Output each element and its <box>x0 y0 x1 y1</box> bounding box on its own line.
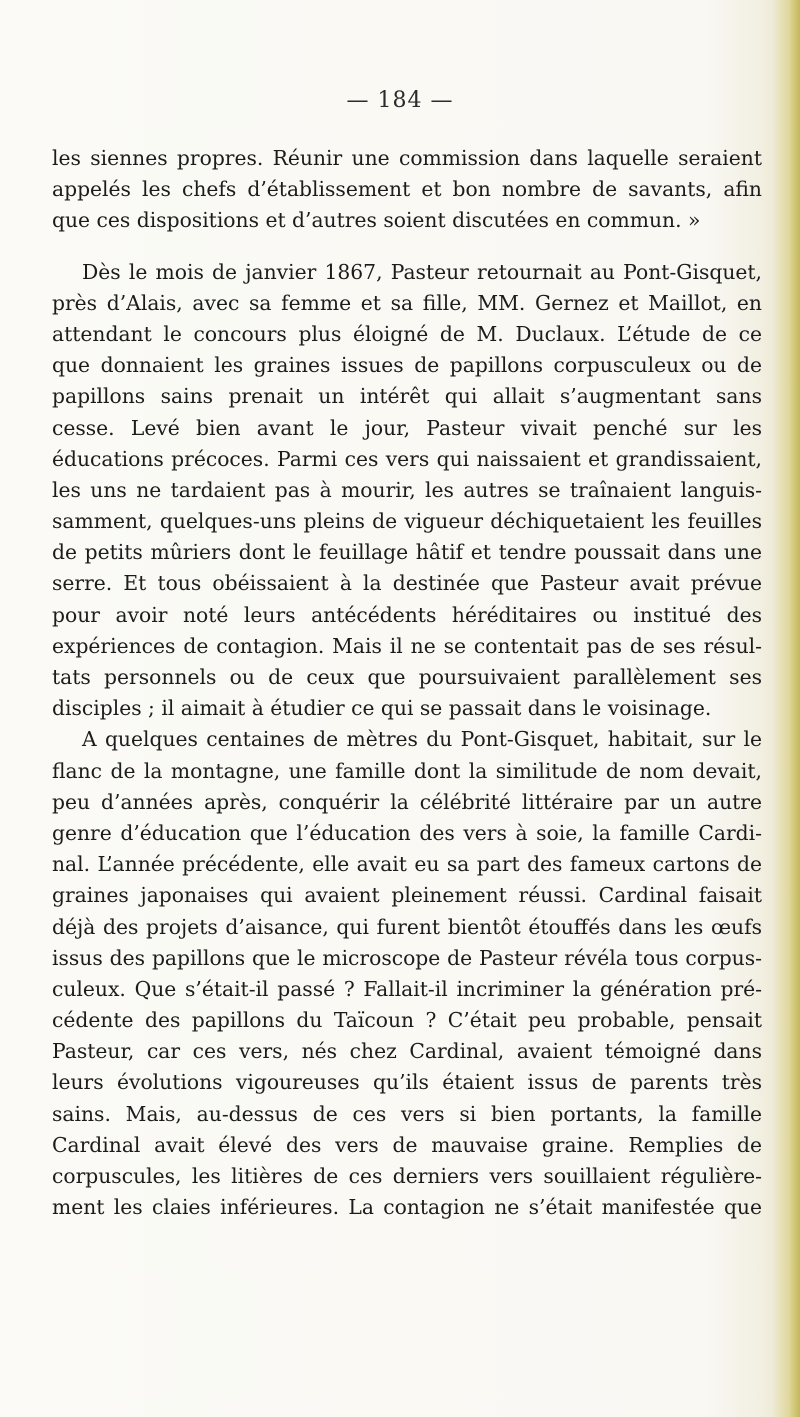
text-line: Cardinal avait élevé des vers de mauvaise graine. Remplies de <box>52 1132 762 1157</box>
text-line: corpuscules, les litières de ces derniers vers souillaient régulière- <box>52 1164 762 1188</box>
text-line: cesse. Levé bien avant le jour, Pasteur vivait penché sur les <box>52 415 762 440</box>
text-line: genre d’éducation que l’éducation des vers à soie, la famille Cardi- <box>52 820 762 845</box>
text-line: peu d’années après, conquérir la célébrité littéraire par un autre <box>52 789 762 814</box>
text-line: Pasteur, car ces vers, nés chez Cardinal, avaient témoigné dans <box>52 1039 762 1064</box>
page-edge-shadow <box>772 0 800 1417</box>
text-line: près d’Alais, avec sa femme et sa fille, MM. Gernez et Maillot, en <box>52 290 762 315</box>
text-line: de petits mûriers dont le feuillage hâtif et tendre poussait dans une <box>52 540 762 565</box>
paragraph-spacer <box>52 237 762 257</box>
text-line: leurs évolutions vigoureuses qu’ils étaient issus de parents très <box>52 1070 762 1095</box>
body-text <box>52 143 762 1223</box>
text-line: éducations précoces. Parmi ces vers qui naissaient et grandissaient, <box>52 446 762 471</box>
text-line: graines japonaises qui avaient pleinement réussi. Cardinal faisait <box>52 883 762 908</box>
paragraph <box>52 257 762 725</box>
paragraph <box>52 143 762 237</box>
text-line: pour avoir noté leurs antécédents héréditaires ou institué des <box>52 602 762 627</box>
text-line: que donnaient les graines issues de papillons corpusculeux ou de <box>52 353 762 378</box>
text-line: tats personnels ou de ceux que poursuivaient parallèlement ses <box>52 665 762 689</box>
page-number: — 184 — <box>346 88 454 113</box>
text-line: sains. Mais, au-dessus de ces vers si bien portants, la famille <box>52 1101 762 1126</box>
text-line: nal. L’année précédente, elle avait eu sa part des fameux cartons de <box>52 852 762 877</box>
text-line: flanc de la montagne, une famille dont la similitude de nom devait, <box>52 758 762 783</box>
text-line: les uns ne tardaient pas à mourir, les autres se traînaient languis- <box>52 477 762 502</box>
text-line: samment, quelques-uns pleins de vigueur déchiquetaient les feuilles <box>52 509 762 534</box>
text-line: culeux. Que s’était-il passé ? Fallait-il incriminer la génération pré- <box>52 976 762 1001</box>
text-line: déjà des projets d’aisance, qui furent bientôt étouffés dans les œufs <box>52 914 762 939</box>
text-line: ment les claies inférieures. La contagion ne s’était manifestée que <box>52 1195 762 1220</box>
text-line: attendant le concours plus éloigné de M. Duclaux. L’étude de ce <box>52 321 762 346</box>
paragraph <box>52 724 762 1223</box>
text-line: que ces dispositions et d’autres soient discutées en commun. » <box>52 208 701 233</box>
text-line: expériences de contagion. Mais il ne se contentait pas de ses résul- <box>52 633 762 658</box>
text-line: serre. Et tous obéissaient à la destinée que Pasteur avait prévue <box>52 571 762 596</box>
text-line: issus des papillons que le microscope de Pasteur révéla tous corpus- <box>52 945 762 970</box>
text-line: A quelques centaines de mètres du Pont-Gisquet, habitait, sur le <box>82 727 762 752</box>
text-line: les siennes propres. Réunir une commission dans laquelle seraient <box>52 146 762 170</box>
text-line: disciples ; il aimait à étudier ce qui se passait dans le voisinage. <box>52 696 712 721</box>
text-line: papillons sains prenait un intérêt qui allait s’augmentant sans <box>52 384 762 409</box>
text-line: appelés les chefs d’établissement et bon nombre de savants, afin <box>52 177 762 202</box>
text-line: Dès le mois de janvier 1867, Pasteur retournait au Pont-Gisquet, <box>82 259 762 284</box>
text-line: cédente des papillons du Taïcoun ? C’était peu probable, pensait <box>52 1008 762 1033</box>
